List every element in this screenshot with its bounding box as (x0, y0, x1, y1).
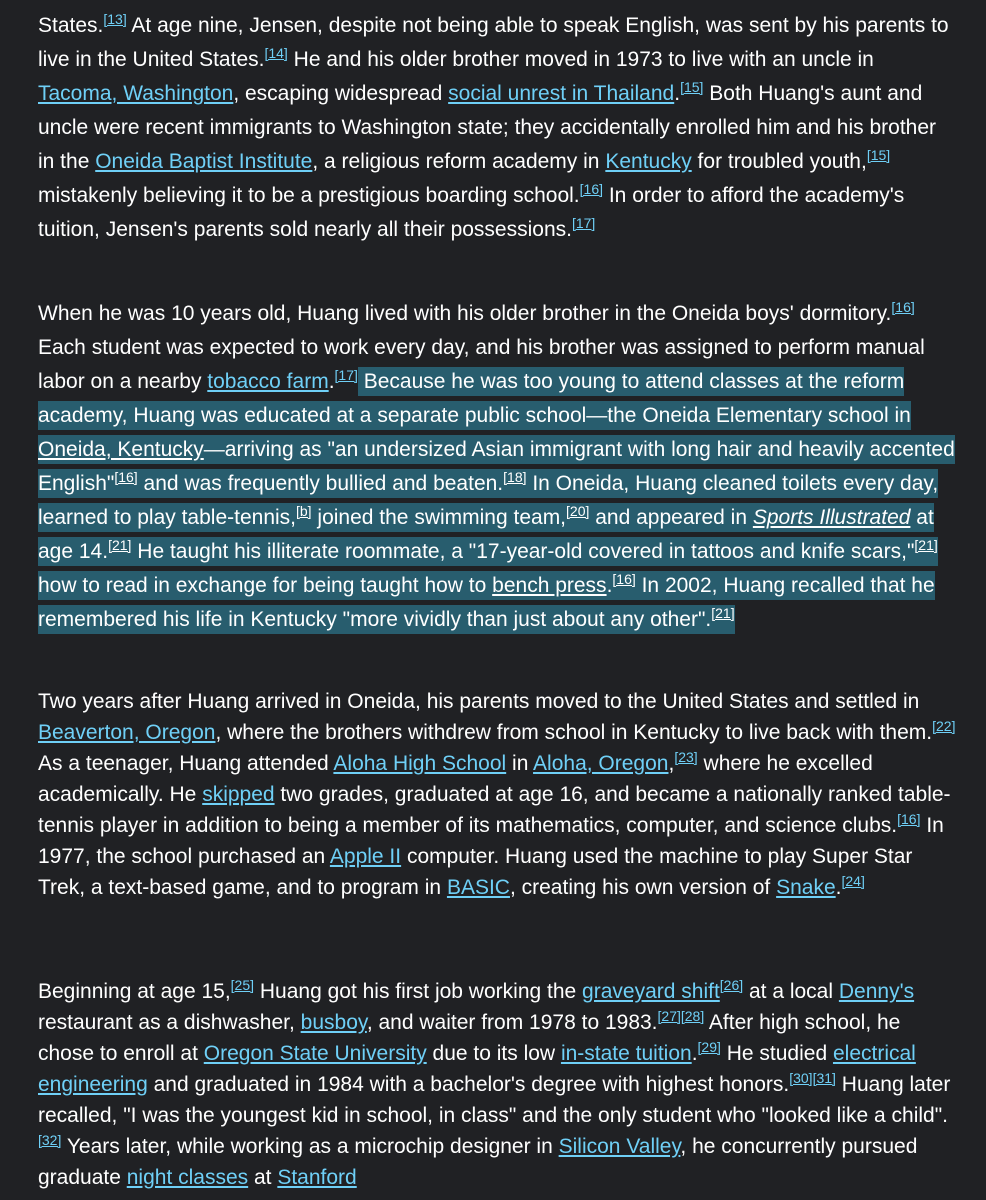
citation-link-31[interactable]: [31] (812, 1070, 836, 1086)
citation-link-21[interactable]: [21] (914, 537, 938, 553)
text: Both Huang's aunt and uncle were recent immigrants to Washington state; they accidentally enrolled him and his brother in the (38, 82, 937, 173)
link-oregon-state-university[interactable]: Oregon State University (203, 1042, 427, 1065)
citation-link-17[interactable]: [17] (571, 215, 596, 231)
citation[interactable] (711, 605, 734, 621)
citation[interactable] (108, 537, 131, 553)
citation[interactable] (720, 977, 743, 993)
text: at age 14. (38, 506, 934, 563)
citation-link-32[interactable]: [32] (38, 1132, 62, 1148)
text: Huang later recalled, "I was the youngest kid in school, in class" and the only student who "looked like a child". (38, 1073, 951, 1127)
text: Beginning at age 15, (38, 980, 231, 1003)
note-link-b[interactable]: [b] (296, 503, 312, 519)
citation-link-15[interactable]: [15] (866, 147, 891, 163)
citation[interactable] (503, 469, 526, 485)
citation[interactable] (231, 977, 254, 993)
text: Two years after Huang arrived in Oneida, his parents moved to the United States and settled in (38, 690, 920, 713)
paragraph-education (38, 976, 956, 1193)
paragraph-oregon (38, 686, 956, 903)
citation-link-21[interactable]: [21] (108, 537, 132, 553)
citation-link-14[interactable]: [14] (264, 45, 288, 61)
text: Years later, while working as a microchip designer in (61, 1135, 559, 1158)
citation-link-21[interactable]: [21] (711, 605, 735, 621)
text: In 2002, Huang recalled that he remembered his life in Kentucky "more vividly than just about any other". (38, 574, 935, 631)
citation[interactable] (789, 1070, 812, 1086)
link-oneida-baptist-institute[interactable]: Oneida Baptist Institute (95, 150, 313, 173)
citation-link-28[interactable]: [28] (680, 1008, 705, 1024)
citation-link-23[interactable]: [23] (674, 749, 698, 765)
citation[interactable] (658, 1008, 681, 1024)
text: He taught his illiterate roommate, a "17-year-old covered in tattoos and knife scars," (131, 540, 915, 563)
text: , a religious reform academy in (312, 150, 606, 173)
text: Because he was too young to attend classes at the reform academy, Huang was educated at a separate public school—the Oneida Elementary school in (38, 370, 911, 427)
text: where he excelled academically. He (38, 752, 873, 806)
citation-link-17[interactable]: [17] (334, 367, 358, 383)
text: . (835, 876, 842, 899)
link-dennys[interactable]: Denny's (838, 980, 915, 1003)
citation[interactable] (897, 811, 920, 827)
note[interactable] (296, 503, 312, 519)
citation[interactable] (813, 1070, 836, 1086)
link-stanford[interactable]: Stanford (277, 1166, 357, 1189)
citation[interactable] (842, 873, 865, 889)
text: Each student was expected to work every day, and his brother was assigned to perform manual labor on a nearby (38, 336, 925, 393)
citation-link-25[interactable]: [25] (230, 977, 255, 993)
citation-link-13[interactable]: [13] (103, 11, 127, 27)
text: . (691, 1042, 698, 1065)
text: joined the swimming team, (311, 506, 567, 529)
citation[interactable] (914, 537, 937, 553)
link-oneida-kentucky[interactable]: Oneida, Kentucky (38, 438, 204, 461)
link-tobacco-farm[interactable]: tobacco farm (207, 370, 329, 393)
link-tacoma-washington[interactable]: Tacoma, Washington (38, 82, 234, 105)
text: He studied (720, 1042, 833, 1065)
citation[interactable] (674, 749, 697, 765)
text-selection-highlight[interactable] (38, 367, 955, 634)
text: At age nine, Jensen, despite not being able to speak English, was sent by his parents to live in the United States. (38, 14, 949, 71)
text: , he concurrently pursued graduate (38, 1135, 918, 1189)
citation-link-18[interactable]: [18] (503, 469, 527, 485)
citation[interactable] (612, 571, 635, 587)
text: mistakenly believing it to be a prestigious boarding school. (38, 184, 580, 207)
link-apple-ii[interactable]: Apple II (329, 845, 402, 868)
citation-link-30[interactable]: [30] (789, 1070, 813, 1086)
link-aloha-oregon[interactable]: Aloha, Oregon (533, 752, 669, 775)
citation[interactable] (264, 45, 287, 61)
citation-link-22[interactable]: [22] (932, 718, 956, 734)
citation[interactable] (335, 367, 358, 383)
citation-link-16[interactable]: [16] (114, 469, 138, 485)
citation[interactable] (680, 79, 703, 95)
text: , (668, 752, 675, 775)
text: due to its low (426, 1042, 561, 1065)
citation[interactable] (566, 503, 589, 519)
link-skipped[interactable]: skipped (202, 783, 275, 806)
link-in-state-tuition[interactable]: in-state tuition (560, 1042, 692, 1065)
link-aloha-high-school[interactable]: Aloha High School (333, 752, 507, 775)
link-basic[interactable]: BASIC (446, 876, 510, 899)
text: how to read in exchange for being taught how to (38, 574, 493, 597)
link-night-classes[interactable]: night classes (126, 1166, 249, 1189)
link-busboy[interactable]: busboy (300, 1011, 367, 1034)
paragraph-oneida (38, 297, 956, 637)
text: When he was 10 years old, Huang lived with his older brother in the Oneida boys' dormitory. (38, 302, 892, 325)
text: and was frequently bullied and beaten. (137, 472, 504, 495)
text: in (506, 752, 534, 775)
text: He and his older brother moved in 1973 to live with an uncle in (287, 48, 874, 71)
citation[interactable] (103, 11, 126, 27)
text: In 1977, the school purchased an (38, 814, 944, 868)
link-graveyard-shift[interactable]: graveyard shift (582, 980, 720, 1003)
text: . (674, 82, 681, 105)
citation[interactable] (891, 299, 914, 315)
text: and graduated in 1984 with a bachelor's degree with highest honors. (147, 1073, 790, 1096)
citation[interactable] (932, 718, 955, 734)
text: As a teenager, Huang attended (38, 752, 334, 775)
citation-link-20[interactable]: [20] (566, 503, 590, 519)
citation-link-16[interactable]: [16] (897, 811, 921, 827)
link-snake[interactable]: Snake (776, 876, 836, 899)
text: computer. Huang used the machine to play Super Star Trek, a text-based game, and to program in (38, 845, 913, 899)
text: restaurant as a dishwasher, (38, 1011, 301, 1034)
text: States. (38, 14, 104, 37)
text: . (606, 574, 613, 597)
citation[interactable] (681, 1008, 704, 1024)
text: After high school, he chose to enroll at (38, 1011, 901, 1065)
text: two grades, graduated at age 16, and became a nationally ranked table-tennis player in addition to being a member of its mathematics, computer, and science clubs. (38, 783, 951, 837)
citation-link-26[interactable]: [26] (719, 977, 744, 993)
text: for troubled youth, (691, 150, 867, 173)
citation-link-15[interactable]: [15] (680, 79, 704, 95)
citation[interactable] (38, 1132, 61, 1148)
text: at (248, 1166, 278, 1189)
text: , and waiter from 1978 to 1983. (366, 1011, 658, 1034)
citation[interactable] (867, 147, 890, 163)
link-sports-illustrated[interactable]: Sports Illustrated (752, 506, 911, 529)
text: —arriving as "an undersized Asian immigrant with long hair and heavily accented English" (38, 438, 955, 495)
text: , escaping widespread (233, 82, 449, 105)
text: Huang got his first job working the (254, 980, 583, 1003)
citation[interactable] (114, 469, 137, 485)
link-kentucky[interactable]: Kentucky (605, 150, 692, 173)
citation[interactable] (580, 181, 603, 197)
text: . (328, 370, 335, 393)
citation-link-24[interactable]: [24] (841, 873, 865, 889)
text: and appeared in (589, 506, 753, 529)
link-silicon-valley[interactable]: Silicon Valley (558, 1135, 681, 1158)
citation[interactable] (572, 215, 595, 231)
link-bench-press[interactable]: bench press (492, 574, 607, 597)
citation[interactable] (698, 1039, 721, 1055)
citation-link-16[interactable]: [16] (579, 181, 604, 197)
citation-link-16[interactable]: [16] (891, 299, 915, 315)
text: , creating his own version of (509, 876, 777, 899)
text: , where the brothers withdrew from school in Kentucky to live back with them. (215, 721, 933, 744)
link-beaverton-oregon[interactable]: Beaverton, Oregon (38, 721, 216, 744)
text: In Oneida, Huang cleaned toilets every day, learned to play table-tennis, (38, 472, 939, 529)
citation-link-29[interactable]: [29] (697, 1039, 721, 1055)
link-electrical-engineering[interactable]: electrical engineering (38, 1042, 916, 1096)
text: In order to afford the academy's tuition, Jensen's parents sold nearly all their possessions. (38, 184, 905, 241)
citation-link-16[interactable]: [16] (612, 571, 636, 587)
citation-link-27[interactable]: [27] (657, 1008, 681, 1024)
text: at a local (743, 980, 839, 1003)
link-social-unrest-thailand[interactable]: social unrest in Thailand (448, 82, 675, 105)
paragraph-early-life (38, 9, 956, 247)
